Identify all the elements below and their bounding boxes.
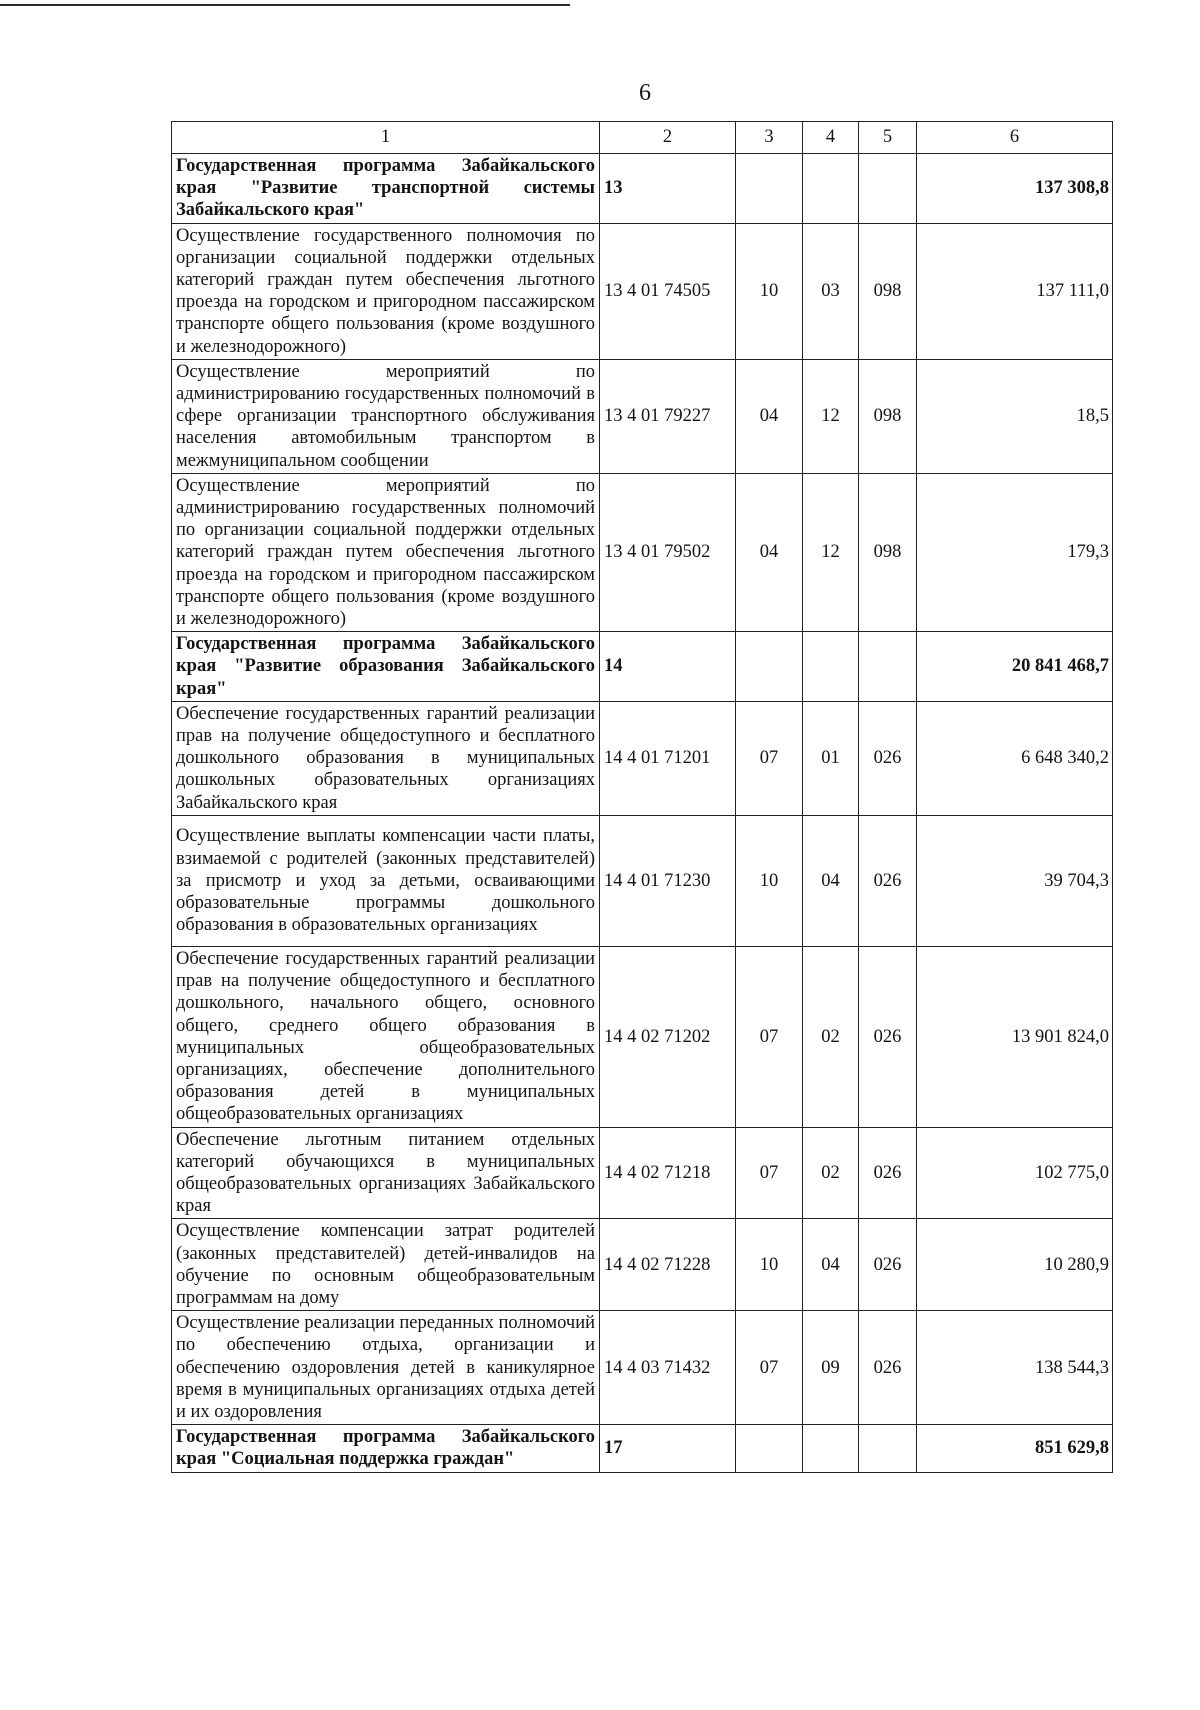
table-row bbox=[172, 946, 1113, 1127]
program-row bbox=[172, 1425, 1113, 1472]
row-code: 14 4 02 71228 bbox=[600, 1219, 736, 1311]
row-code: 14 4 02 71218 bbox=[600, 1127, 736, 1219]
row-code: 13 bbox=[600, 154, 736, 224]
row-description: Осуществление реализации переданных полномочий по обеспечению отдыха, организации и обеспечению оздоровления детей в каникулярное время в муниципальных организациях отдыха детей и их оздоровления bbox=[172, 1311, 600, 1425]
row-amount: 6 648 340,2 bbox=[917, 701, 1113, 815]
row-code: 14 4 01 71230 bbox=[600, 815, 736, 946]
table-row bbox=[172, 815, 1113, 946]
table-row bbox=[172, 1127, 1113, 1219]
row-col3: 10 bbox=[736, 223, 803, 359]
row-col3: 07 bbox=[736, 701, 803, 815]
row-description: Обеспечение льготным питанием отдельных категорий обучающихся в муниципальных общеобразовательных организациях Забайкальского края bbox=[172, 1127, 600, 1219]
row-col3: 04 bbox=[736, 473, 803, 631]
row-col5: 026 bbox=[859, 1219, 917, 1311]
row-amount: 13 901 824,0 bbox=[917, 946, 1113, 1127]
row-description: Государственная программа Забайкальского края "Развитие образования Забайкальского края" bbox=[172, 632, 600, 702]
row-description: Обеспечение государственных гарантий реализации прав на получение общедоступного и бесплатного дошкольного образования в муниципальных дошкольных образовательных организациях Забайкальского края bbox=[172, 701, 600, 815]
row-description: Осуществление мероприятий по администрированию государственных полномочий по организации социальной поддержки отдельных категорий граждан путем обеспечения льготного проезда на городском и пригородном пассажирском транспорте общего пользования (кроме воздушного и железнодорожного) bbox=[172, 473, 600, 631]
row-col5: 026 bbox=[859, 701, 917, 815]
row-description: Осуществление компенсации затрат родителей (законных представителей) детей-инвалидов на обучение по основным общеобразовательным программам на дому bbox=[172, 1219, 600, 1311]
row-col5: 098 bbox=[859, 223, 917, 359]
row-col4: 04 bbox=[803, 815, 859, 946]
table-row bbox=[172, 359, 1113, 473]
row-col4 bbox=[803, 1425, 859, 1472]
row-code: 17 bbox=[600, 1425, 736, 1472]
row-amount: 179,3 bbox=[917, 473, 1113, 631]
row-col3: 07 bbox=[736, 1127, 803, 1219]
column-header-5: 5 bbox=[859, 122, 917, 154]
row-col4: 09 bbox=[803, 1311, 859, 1425]
row-col5 bbox=[859, 632, 917, 702]
row-amount: 18,5 bbox=[917, 359, 1113, 473]
row-col3 bbox=[736, 632, 803, 702]
row-code: 14 4 03 71432 bbox=[600, 1311, 736, 1425]
row-col3: 10 bbox=[736, 1219, 803, 1311]
table-header-row bbox=[172, 122, 1113, 154]
table-row bbox=[172, 701, 1113, 815]
program-row bbox=[172, 154, 1113, 224]
row-col3: 07 bbox=[736, 946, 803, 1127]
scan-artifact-line bbox=[0, 4, 570, 6]
row-col4: 03 bbox=[803, 223, 859, 359]
program-row bbox=[172, 632, 1113, 702]
row-col4: 01 bbox=[803, 701, 859, 815]
row-code: 13 4 01 79227 bbox=[600, 359, 736, 473]
budget-table bbox=[171, 121, 1113, 1473]
row-code: 14 4 02 71202 bbox=[600, 946, 736, 1127]
row-col5: 026 bbox=[859, 1127, 917, 1219]
row-col5 bbox=[859, 154, 917, 224]
row-col4: 12 bbox=[803, 473, 859, 631]
row-col3: 04 bbox=[736, 359, 803, 473]
row-code: 13 4 01 74505 bbox=[600, 223, 736, 359]
row-amount: 137 111,0 bbox=[917, 223, 1113, 359]
row-col3: 10 bbox=[736, 815, 803, 946]
row-col5: 098 bbox=[859, 473, 917, 631]
row-amount: 851 629,8 bbox=[917, 1425, 1113, 1472]
row-description: Осуществление выплаты компенсации части платы, взимаемой с родителей (законных представителей) за присмотр и уход за детьми, осваивающими образовательные программы дошкольного образования в образовательных организациях bbox=[172, 815, 600, 946]
row-col4: 04 bbox=[803, 1219, 859, 1311]
column-header-1: 1 bbox=[172, 122, 600, 154]
row-col5: 026 bbox=[859, 946, 917, 1127]
row-col4 bbox=[803, 154, 859, 224]
row-col3 bbox=[736, 1425, 803, 1472]
row-description: Государственная программа Забайкальского края "Развитие транспортной системы Забайкальского края" bbox=[172, 154, 600, 224]
row-description: Государственная программа Забайкальского края "Социальная поддержка граждан" bbox=[172, 1425, 600, 1472]
row-col3: 07 bbox=[736, 1311, 803, 1425]
table-row bbox=[172, 223, 1113, 359]
row-col4: 02 bbox=[803, 946, 859, 1127]
row-code: 14 4 01 71201 bbox=[600, 701, 736, 815]
column-header-6: 6 bbox=[917, 122, 1113, 154]
table-row bbox=[172, 1219, 1113, 1311]
row-code: 14 bbox=[600, 632, 736, 702]
row-amount: 137 308,8 bbox=[917, 154, 1113, 224]
column-header-2: 2 bbox=[600, 122, 736, 154]
column-header-3: 3 bbox=[736, 122, 803, 154]
table-row bbox=[172, 473, 1113, 631]
column-header-4: 4 bbox=[803, 122, 859, 154]
table-row bbox=[172, 1311, 1113, 1425]
table-body bbox=[172, 122, 1113, 1473]
row-col4 bbox=[803, 632, 859, 702]
row-col5 bbox=[859, 1425, 917, 1472]
row-amount: 20 841 468,7 bbox=[917, 632, 1113, 702]
page-number: 6 bbox=[639, 80, 651, 106]
row-description: Обеспечение государственных гарантий реализации прав на получение общедоступного и бесплатного дошкольного, начального общего, основного общего, среднего общего образования в муниципальных общеобразовательных организациях, обеспечение дополнительного образования детей в муниципальных общеобразовательных организациях bbox=[172, 946, 600, 1127]
row-amount: 39 704,3 bbox=[917, 815, 1113, 946]
row-col5: 098 bbox=[859, 359, 917, 473]
row-col5: 026 bbox=[859, 815, 917, 946]
row-code: 13 4 01 79502 bbox=[600, 473, 736, 631]
row-amount: 138 544,3 bbox=[917, 1311, 1113, 1425]
row-description: Осуществление государственного полномочия по организации социальной поддержки отдельных категорий граждан путем обеспечения льготного проезда на городском и пригородном пассажирском транспорте общего пользования (кроме воздушного и железнодорожного) bbox=[172, 223, 600, 359]
row-amount: 102 775,0 bbox=[917, 1127, 1113, 1219]
row-col5: 026 bbox=[859, 1311, 917, 1425]
row-description: Осуществление мероприятий по администрированию государственных полномочий в сфере организации транспортного обслуживания населения автомобильным транспортом в межмуниципальном сообщении bbox=[172, 359, 600, 473]
row-amount: 10 280,9 bbox=[917, 1219, 1113, 1311]
row-col3 bbox=[736, 154, 803, 224]
row-col4: 02 bbox=[803, 1127, 859, 1219]
row-col4: 12 bbox=[803, 359, 859, 473]
